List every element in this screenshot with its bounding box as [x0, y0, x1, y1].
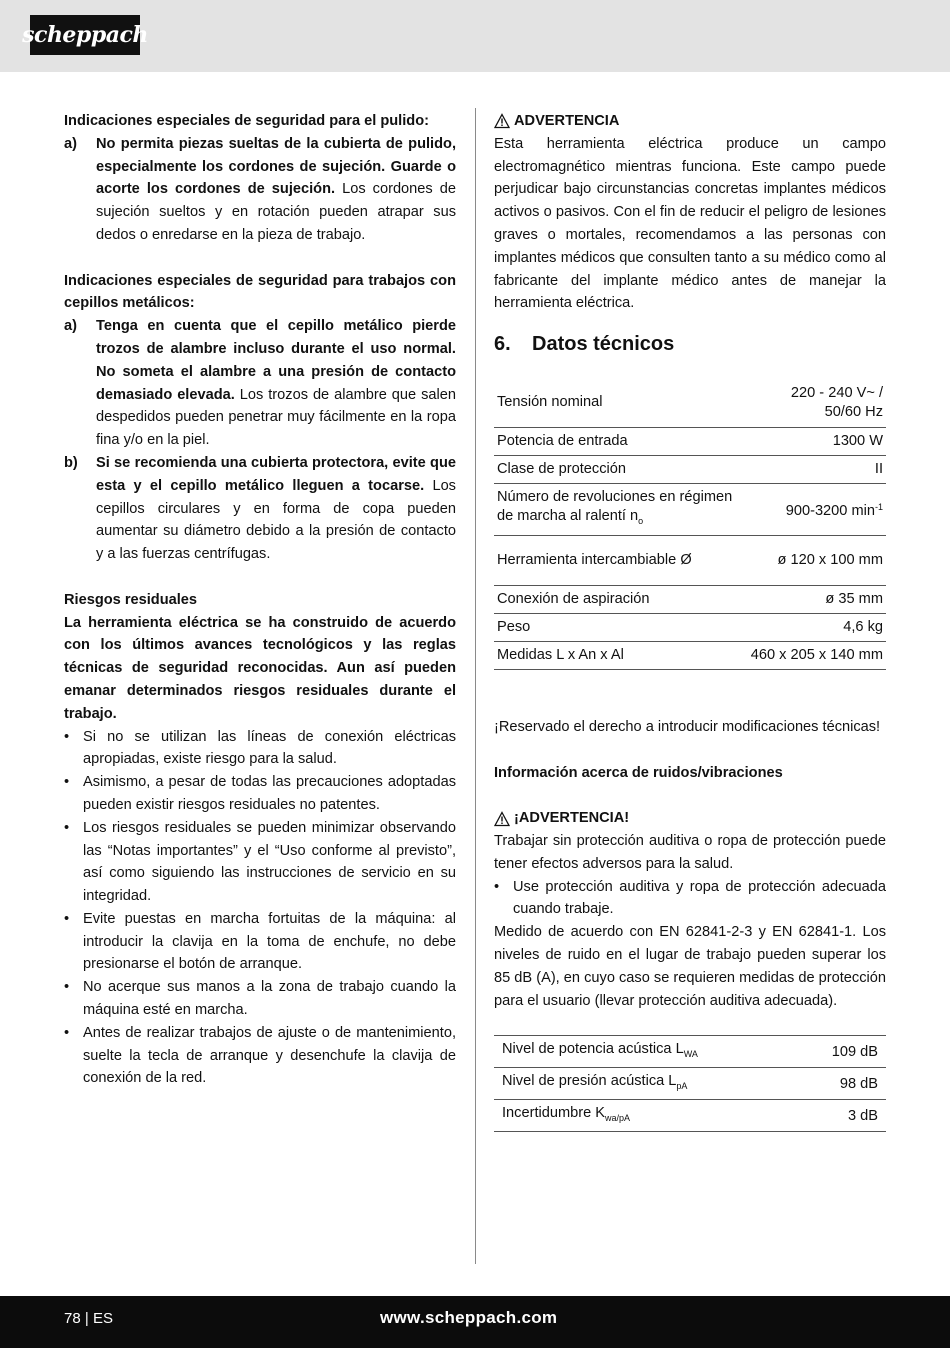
page-number: 78 | ES — [64, 1310, 113, 1327]
warning-triangle-icon — [494, 811, 510, 827]
table-row: Número de revoluciones en régimen de marcha al ralentí $n_o$ 900-3200 $\min^{-1}$ — [494, 484, 886, 536]
bullet-item: • Si no se utilizan las líneas de conexión eléctricas apropiadas, existe riesgo para la salud. — [64, 726, 456, 772]
bullet-item: • Evite puestas en marcha fortuitas de la máquina: al introducir la clavija en la toma de enchufe, no debe presionarse el botón de arranque. — [64, 908, 456, 976]
section-title: 6. Datos técnicos — [494, 333, 675, 356]
bullet-icon: • — [64, 774, 70, 791]
item-label: a) — [64, 135, 77, 152]
table-row: Clase de protección II — [494, 456, 886, 484]
item-text: Si se recomienda una cubierta protectora, evite que esta y el cepillo metálico lleguen a tocarse. Los cepillos circulares y en forma de copa pueden aumentar su diámetro debido a la presión de contacto y a las fuerzas centrífugas. — [96, 454, 456, 563]
right-column — [494, 110, 886, 1132]
warning-title: ADVERTENCIA — [494, 110, 886, 133]
header-band — [0, 0, 950, 72]
list-item — [64, 315, 456, 452]
table-row: Tensión nominal 220 - 240 V~ / 50/60 Hz — [494, 378, 886, 428]
item-text: Tenga en cuenta que el cepillo metálico pierde trozos de alambre incluso durante el uso normal. No someta el alambre a una presión de contacto demasiado elevada. Los trozos de alambre que salen despedidos pueden penetrar muy fácilmente en la ropa fina y/o en la piel. — [96, 318, 457, 449]
brush-list — [64, 315, 456, 566]
table-row: Incertidumbre $K_{wa/pA}$ 3 dB — [494, 1100, 886, 1132]
bullet-icon: • — [64, 979, 70, 996]
residual-bullets — [64, 726, 456, 1091]
footer-band — [0, 1296, 950, 1348]
warning-text: Esta herramienta eléctrica produce un campo electromagnético mientras funciona. Este campo puede perjudicar bajo circunstancias concretas implantes médicos activos o pasivos. Con el fin de reducir el peligro de lesiones graves o mortales, recomendamos a las personas con implantes médicos que consulten tanto a su médico como al fabricante del implante médico antes de manejar la herramienta eléctrica. — [494, 135, 886, 312]
table-row: Conexión de aspiración ø 35 mm — [494, 586, 886, 614]
table-row: Potencia de entrada 1300 W — [494, 428, 886, 456]
list-item — [64, 133, 456, 247]
item-label: b) — [64, 454, 78, 471]
tech-data-table — [494, 378, 886, 671]
measure-text: Medido de acuerdo con EN 62841-2-3 y EN 62841-1. Los niveles de ruido en el lugar de trabajo pueden superar los 85 dB (A), en cuyo caso se requieren medidas de protección para el usuario (llevar protección auditiva adecuada). — [494, 924, 886, 1009]
bullet-icon: • — [494, 878, 500, 895]
brush-heading: Indicaciones especiales de seguridad para trabajos con cepillos metálicos: — [64, 272, 456, 312]
warning-text: Trabajar sin protección auditiva o ropa de protección puede tener efectos adversos para la salud. — [494, 833, 886, 872]
scheppach-logo: scheppach — [30, 15, 140, 55]
table-row: Herramienta intercambiable Ø ø 120 x 100 mm — [494, 536, 886, 586]
table-row: Medidas L x An x Al 460 x 205 x 140 mm — [494, 642, 886, 670]
residual-intro: La herramienta eléctrica se ha construido de acuerdo con los últimos avances tecnológicos y las reglas técnicas de seguridad reconocidas. Aun así pueden emanar determinados riesgos residuales durante el trabajo. — [64, 614, 456, 722]
column-divider — [475, 108, 476, 1264]
left-column — [64, 110, 456, 1090]
bullet-icon: • — [64, 910, 70, 927]
bullet-item: • No acerque sus manos a la zona de trabajo cuando la máquina esté en marcha. — [64, 976, 456, 1022]
polish-list — [64, 133, 456, 247]
bullet-item: • Los riesgos residuales se pueden minimizar observando las “Notas importantes” y el “Uso conforme al previsto”, así como siguiendo las instrucciones de servicio en su integridad. — [64, 817, 456, 908]
table-row: Nivel de potencia acústica $L_{WA}$ 109 dB — [494, 1036, 886, 1068]
warning-triangle-icon — [494, 113, 510, 129]
warning-title: ¡ADVERTENCIA! — [494, 807, 886, 830]
bullet-item: • Antes de realizar trabajos de ajuste o de mantenimiento, suelte la tecla de arranque y desenchufe la clavija de conexión de la red. — [64, 1022, 456, 1090]
residual-heading: Riesgos residuales — [64, 591, 198, 608]
noise-table — [494, 1035, 886, 1132]
warning-bullets — [494, 876, 886, 922]
table-row: Nivel de presión acústica $L_{pA}$ 98 dB — [494, 1068, 886, 1100]
item-label: a) — [64, 318, 77, 335]
item-text: No permita piezas sueltas de la cubierta de pulido, especialmente los cordones de sujeción. Guarde o acorte los cordones de sujeción. Los cordones de sujeción sueltos y en rotación pueden atrapar sus dedos o enredarse en la pieza de trabajo. — [96, 135, 456, 243]
bullet-item: • Asimismo, a pesar de todas las precauciones adoptadas pueden existir riesgos residuales no patentes. — [64, 771, 456, 817]
polish-heading: Indicaciones especiales de seguridad para el pulido: — [64, 113, 429, 129]
footer-url[interactable]: www.scheppach.com — [380, 1308, 558, 1327]
bullet-icon: • — [64, 1024, 70, 1041]
bullet-icon: • — [64, 728, 70, 745]
bullet-icon: • — [64, 819, 70, 836]
noise-heading: Información acerca de ruidos/vibraciones — [494, 764, 783, 781]
table-row: Peso 4,6 kg — [494, 614, 886, 642]
reserved-note: ¡Reservado el derecho a introducir modificaciones técnicas! — [494, 719, 881, 736]
bullet-item: • Use protección auditiva y ropa de protección adecuada cuando trabaje. — [494, 876, 886, 922]
list-item — [64, 452, 456, 566]
